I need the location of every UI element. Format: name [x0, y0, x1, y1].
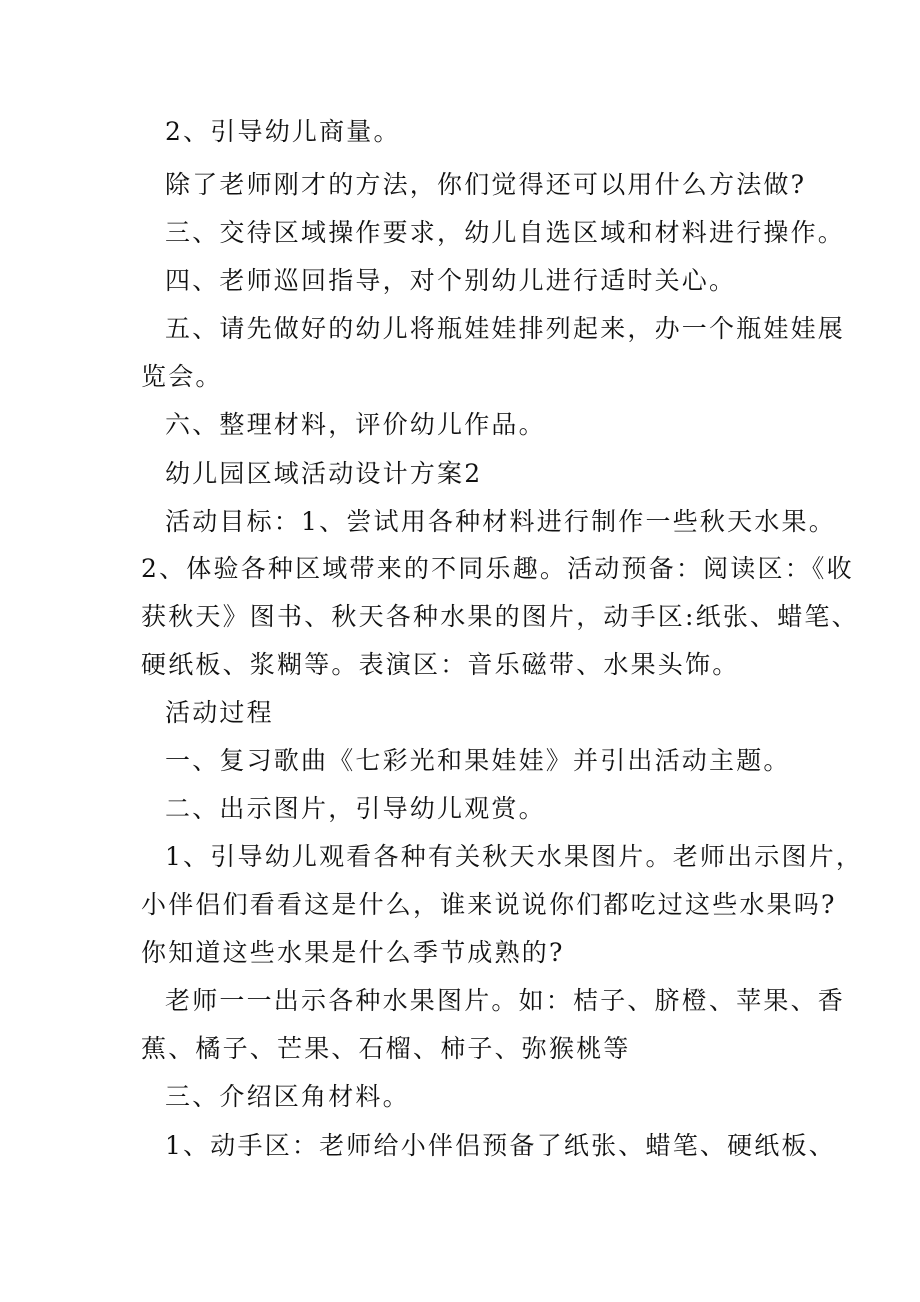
paragraph-line: 五、请先做好的幼儿将瓶娃娃排列起来，办一个瓶娃娃展	[165, 314, 846, 343]
section-heading: 活动过程	[165, 698, 274, 727]
paragraph-line: 2、引导幼儿商量。	[165, 117, 401, 146]
paragraph-line: 二、出示图片，引导幼儿观赏。	[165, 794, 546, 823]
paragraph-line: 六、整理材料，评价幼儿作品。	[165, 410, 546, 439]
paragraph-line: 三、交待区域操作要求，幼儿自选区域和材料进行操作。	[165, 218, 846, 247]
paragraph-line: 蕉、橘子、芒果、石榴、柿子、弥猴桃等	[141, 1034, 631, 1063]
paragraph-line: 硬纸板、浆糊等。表演区：音乐磁带、水果头饰。	[141, 650, 740, 679]
paragraph-line: 1、引导幼儿观看各种有关秋天水果图片。老师出示图片，	[165, 842, 864, 871]
paragraph-line: 一、复习歌曲《七彩光和果娃娃》并引出活动主题。	[165, 746, 791, 775]
paragraph-line: 小伴侣们看看这是什么，谁来说说你们都吃过这些水果吗?	[141, 890, 837, 919]
paragraph-line: 获秋天》图书、秋天各种水果的图片，动手区:纸张、蜡笔、	[141, 602, 859, 631]
paragraph-line: 除了老师刚才的方法，你们觉得还可以用什么方法做?	[165, 170, 807, 199]
paragraph-line: 四、老师巡回指导，对个别幼儿进行适时关心。	[165, 266, 737, 295]
paragraph-line: 览会。	[141, 362, 223, 391]
paragraph-line: 老师一一出示各种水果图片。如：桔子、脐橙、苹果、香	[165, 986, 846, 1015]
paragraph-line: 2、体验各种区域带来的不同乐趣。活动预备：阅读区：《收	[141, 554, 854, 583]
paragraph-line: 三、介绍区角材料。	[165, 1082, 410, 1111]
paragraph-line: 你知道这些水果是什么季节成熟的?	[141, 938, 565, 967]
paragraph-line: 活动目标：1、尝试用各种材料进行制作一些秋天水果。	[165, 507, 836, 536]
section-title: 幼儿园区域活动设计方案2	[165, 459, 483, 488]
paragraph-line: 1、动手区：老师给小伴侣预备了纸张、蜡笔、硬纸板、	[165, 1131, 836, 1160]
